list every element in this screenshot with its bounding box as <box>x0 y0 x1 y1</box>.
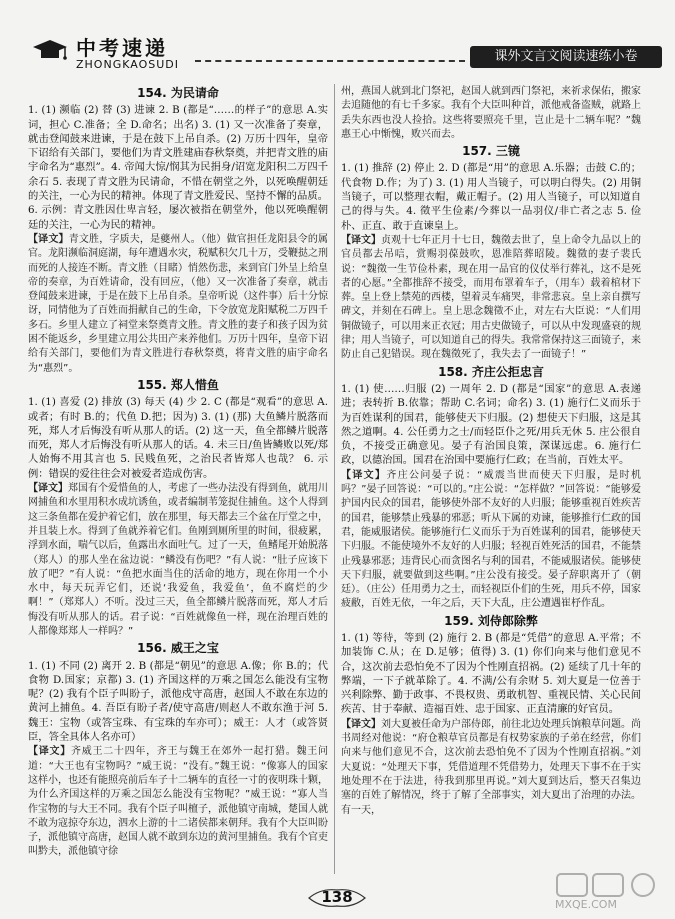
answer-text: 1. (1) 使……归服 (2) 一周年 2. D (都是“国家”的意思 A.表递进；表转折 B.依靠；帮助 C.名词；命名) 3. (1) 施行仁义而乐于为百姓谋利的国君，能够使天下归服。(2) 想使天下归服，这是其然之道啊。4. 公任勇力之士/而轻臣仆之死/用兵无休 5. 庄公很自负，不接受正确意见。晏子有治国良策，深谋远虑。6. 施行仁政，以德治国。国君在治国中要施行仁政；在当前，百姓太平。 <box>341 382 641 467</box>
section-title: 158. 齐庄公拒忠言 <box>438 364 544 379</box>
translation-paragraph <box>341 234 641 363</box>
answer-section <box>341 144 641 362</box>
translation-text: 郑国有个爱惜鱼的人，考虑了一些办法没有得到鱼，就用川网捕鱼和水里用积水成坑诱鱼，或者编制苇笼捉住捕鱼。这个人得到这三条鱼都在爱护着它们，放在那里，每天都去三个盆在厅堂之中，并且装上水。得到了鱼就养着它们。鱼刚到厕所里的时间，很疲累，浮到水面，喘气以后，鱼露出水面吐气。过了一天，鱼鳍尾开始脱落（郑人）的那人坐在盆边说：“鳞没有伤吧？”有人说：“肚子应该下放了吧？”有人说：“鱼把水面当住的活命的地方，现在你用一个小水中，每天玩弄它们，还说‘我爱鱼，我爱鱼’，鱼不腐烂的少啊！”（郑郑人）不听。没过三天，鱼全都鳞片脱落而死，郑人才后悔没有听从那人的话。君子说：“百姓就像鱼一样，现在治理百姓的人都像郑郑人一样吗？” <box>28 483 328 637</box>
translation-paragraph <box>341 718 641 818</box>
logo-pinyin: ZHONGKAOSUDI <box>76 58 179 71</box>
watermark-stamp-icon <box>555 870 665 900</box>
answer-section <box>341 614 641 818</box>
translation-tag: 【译文】 <box>28 483 68 495</box>
translation-paragraph <box>28 482 328 639</box>
page-number-badge <box>305 886 369 910</box>
header-dashed-rule <box>195 60 465 62</box>
translation-tag: 【译文】 <box>28 233 69 245</box>
translation-paragraph <box>28 745 328 859</box>
translation-tag: 【译文】 <box>341 469 387 481</box>
answer-section <box>28 86 328 376</box>
answer-section <box>28 378 328 639</box>
section-title: 157. 三镜 <box>462 144 520 159</box>
answer-section <box>341 85 641 142</box>
translation-tag: 【译文】 <box>28 746 71 758</box>
answer-text: 1. (1) 喜爱 (2) 排放 (3) 每天 (4) 少 2. C (都是“观看”的意思 A.或者；有时 B.的；代鱼 D.把；因为) 3. (1) (那) 大鱼鳞片脱落而死，郑人才后悔没有听从那人的话。(2) 这一天，鱼全都鳞片脱落而死，郑人才后悔没有听从那人的话。4. 未三日/鱼皆鳞败以死/郑人始悔不用其言也 5. 民贱鱼死，之治民者皆郑人也哉？ 6. 示例：错误的爱往往会对被爱者造成伤害。 <box>28 396 328 480</box>
publisher-logo <box>28 28 198 72</box>
section-title: 159. 刘侍郎除弊 <box>444 613 538 628</box>
section-title: 155. 郑人惜鱼 <box>137 377 219 392</box>
watermark-logo <box>555 870 665 915</box>
translation-tag: 【译文】 <box>341 234 381 246</box>
translation-text: 刘大夏被任命为户部侍郎，前往北边处理兵饷粮草问题。尚书周经对他说：“府仓粮草官员都是有权势家族的子弟在经营，你们向来与他们意见不合，这次前去恐怕免不了因为个性刚直招祸。”刘大夏说：“处理天下事，凭借道理不凭借势力，处理天下事不在于实地处理不在于法进，待我到那里再说。”刘大夏到达后，整天召集边塞的百姓了解情况，终于了解了全部事实，刘大夏出了治理的办法。有一天， <box>341 718 641 816</box>
translation-text: 齐庄公问晏子说：“威震当世而使天下归服，是时机吗？”晏子回答说：“可以的。”庄公说：“怎样做？”回答说：“能够爱护国内民众的国君，能够使外部不友好的人归服；能够重视百姓疾苦的国君，能够禁止残暴的邪恶；听从下属的劝谏，能够推行仁政的国君，能威服诸侯。能够施行仁义而乐于为百姓谋利的国君，能够使天下归服。不能使境外不友好的人归服；轻视百姓死活的国君，不能禁止残暴邪恶；违背民心而贪图名与利的国君，不能威服诸侯。能够使天下归服，就要做到这些啊。”庄公没有接受。晏子辞职离开了（朝廷）。（庄公）任用勇力之士，而轻视臣仆们的生死，用兵不停，国家疲敝，百姓无依，一年之后，天下大乱，庄公遭遇崔杼作乱。 <box>341 469 641 610</box>
translation-text: 贞观十七年正月十七日，魏徵去世了，皇上命令九品以上的官员都去吊唁，赏赐羽葆鼓吹，恩准陪葬昭陵。魏徵的妻子裴氏说：“魏徵一生节俭朴素，现在用一品官的仪仗举行葬礼，这不是死者的心愿。”全都推辞不接受，而用布罩着车子，（用车）载着棺材下葬。皇上登上禁苑的西楼，望着灵车痛哭，非常悲哀。皇上亲自撰写碑文，并刻在石碑上。皇上思念魏徵不止，对左右大臣说：“人们用铜做镜子，可以用来正衣冠；用古史做镜子，可以从中发现盛衰的规律；用人当镜子，可以知道自己的得失。我常常保持这三面镜子，来防止自己犯错误。现在魏徵死了，我失去了一面镜子！” <box>341 234 641 361</box>
translation-tag: 【译文】 <box>341 718 381 730</box>
answer-text: 1. (1) 濒临 (2) 替 (3) 进谏 2. B (都是“……的样子”的意思 A.实词，担心 C.准备；全 D.命名；出名) 3. (1) 又一次准备了奏章，就击登闻鼓来进谏，于是在鼓下上吊自杀。(2) 万历十四年，皇帝下诏给有关部门，要他们为青文胜建庙春秋祭奠，并把青文胜的庙宇命名为“惠烈”。4. 帝闻大惊/悯其为民捐身/诏宽龙阳积二万四千余石 5. 表现了青文胜为民请命，不惜在朝堂之外，以死唤醒朝廷的关注，一心为民的精神。体现了青文胜爱民、坚持不懈的品质。6. 示例：青文胜因仕卑言轻，屡次被指在朝堂外，他以死唤醒朝廷的关注，一心为民的精神。 <box>28 104 328 231</box>
logo-title: 中考速递 <box>76 36 168 60</box>
page-header <box>0 0 675 70</box>
page-number: 138 <box>321 888 353 906</box>
series-title-badge: 课外文言文阅读速练小卷 <box>470 46 662 68</box>
answer-section <box>341 365 641 612</box>
section-title: 154. 为民请命 <box>137 86 219 100</box>
answer-text: 1. (1) 推辞 (2) 停止 2. D (都是“用”的意思 A.乐器；击鼓 C.的；代食物 D.作；为了) 3. (1) 用人当镜子，可以明白得失。(2) 用铜当镜子，可以整理衣帽，戴正帽子。(2) 用人当镜子，可以知道自己的得与失。4. 徵平生俭素/今葬以一品羽仪/非亡者之志 5. 俭朴、正直、敢于直谏皇上。 <box>341 162 641 232</box>
right-column <box>341 84 641 874</box>
answer-text: 1. (1) 不同 (2) 离开 2. B (都是“朝见”的意思 A.像；你 B.的；代食物 D.国家；京都) 3. (1) 齐国这样的万乘之国怎么能没有宝物呢？(2) 我有个臣子叫盼子，派他戍守高唐，赵国人不敢在东边的黄河上捕鱼。4. 吾臣有盼子者/使守高唐/则赵人不敢东渔于河 5. 魏王：宝物（或答宝珠、有宝珠的车亦可）；威王：人才（或答贤臣，答全具体人名亦可） <box>28 659 328 744</box>
translation-paragraph <box>341 469 641 612</box>
column-divider <box>334 84 335 874</box>
answer-section <box>28 641 328 859</box>
graduation-cap-icon <box>32 38 68 62</box>
translation-paragraph <box>28 233 328 376</box>
watermark-text: MXQE.COM <box>555 898 617 911</box>
left-column <box>28 84 328 874</box>
translation-text: 齐威王二十四年，齐王与魏王在郊外一起打猎。魏王问道：“大王也有宝物吗？”威王说：“没有。”魏王说：“像寡人的国家这样小，也还有能照亮前后车子十二辆车的直径一寸的夜明珠十颗，为什么齐国这样的万乘之国怎么能没有宝物呢？”威王说：“寡人当作宝物的与大王不同。我有个臣子叫檀子，派他镇守南城，楚国人就不敢为寇掠夺东边，泗水上游的十二诸侯都来朝拜。我有个大臣叫盼子，派他镇守高唐，赵国人就不敢到东边的黄河里捕鱼。我有个官吏叫黔夫，派他镇守徐 <box>28 746 328 858</box>
translation-continuation: 州，燕国人就到北门祭祀，赵国人就到西门祭祀，来祈求保佑，搬家去追随他的有七千多家。我有个大臣叫种首，派他戒备盗贼，就路上丢失东西也没人捡拾。这些将要照亮千里，岂止是十二辆车呢？”魏惠王心中惭愧，败兴而去。 <box>341 86 641 140</box>
translation-text: 青文胜，字质夫，是夔州人。（他）做官担任龙阳县令的属官。龙阳濒临洞庭湖，每年遭遇水灾，税赋积欠几十万，受鞭挞之刑而死的人接连不断。青文胜（目睹）悄然伤悲，来到官门外呈上给皇帝的奏章，为百姓请命，没有回应，（他）又一次准备了奏章，就击登闻鼓来进谏，于是在鼓下上吊自杀。皇帝听说（这件事）后十分惊讶，同情他为了百姓而捐献自己的生命，下令放宽龙阳赋税二万四千多石。乡里人建立了祠堂来祭奠青文胜。青文胜的妻子和孩子因为贫困不能返乡，乡里建立用公共田产来养他们。万历十四年，皇帝下诏给有关部门，要他们为青文胜进行春秋祭奠，将青文胜的庙宇命名为“惠烈”。 <box>28 233 328 374</box>
section-title: 156. 威王之宝 <box>137 641 219 656</box>
answer-text: 1. (1) 等待，等到 (2) 施行 2. B (都是“凭借”的意思 A.平常；不加装饰 C.从；在 D.足够；值得) 3. (1) 你们向来与他们意见不合，这次前去恐怕免不了因为个性刚直招祸。(2) 延续了几十年的弊端，一下子就革除了。4. 不满/公有余财 5. 刘大夏是一位善于兴利除弊、勤于政事、不畏权贵、勇敢机智、重视民情、关心民间疾苦、甘于奉献、造福百姓、忠于国家、正直清廉的好官员。 <box>341 631 641 716</box>
